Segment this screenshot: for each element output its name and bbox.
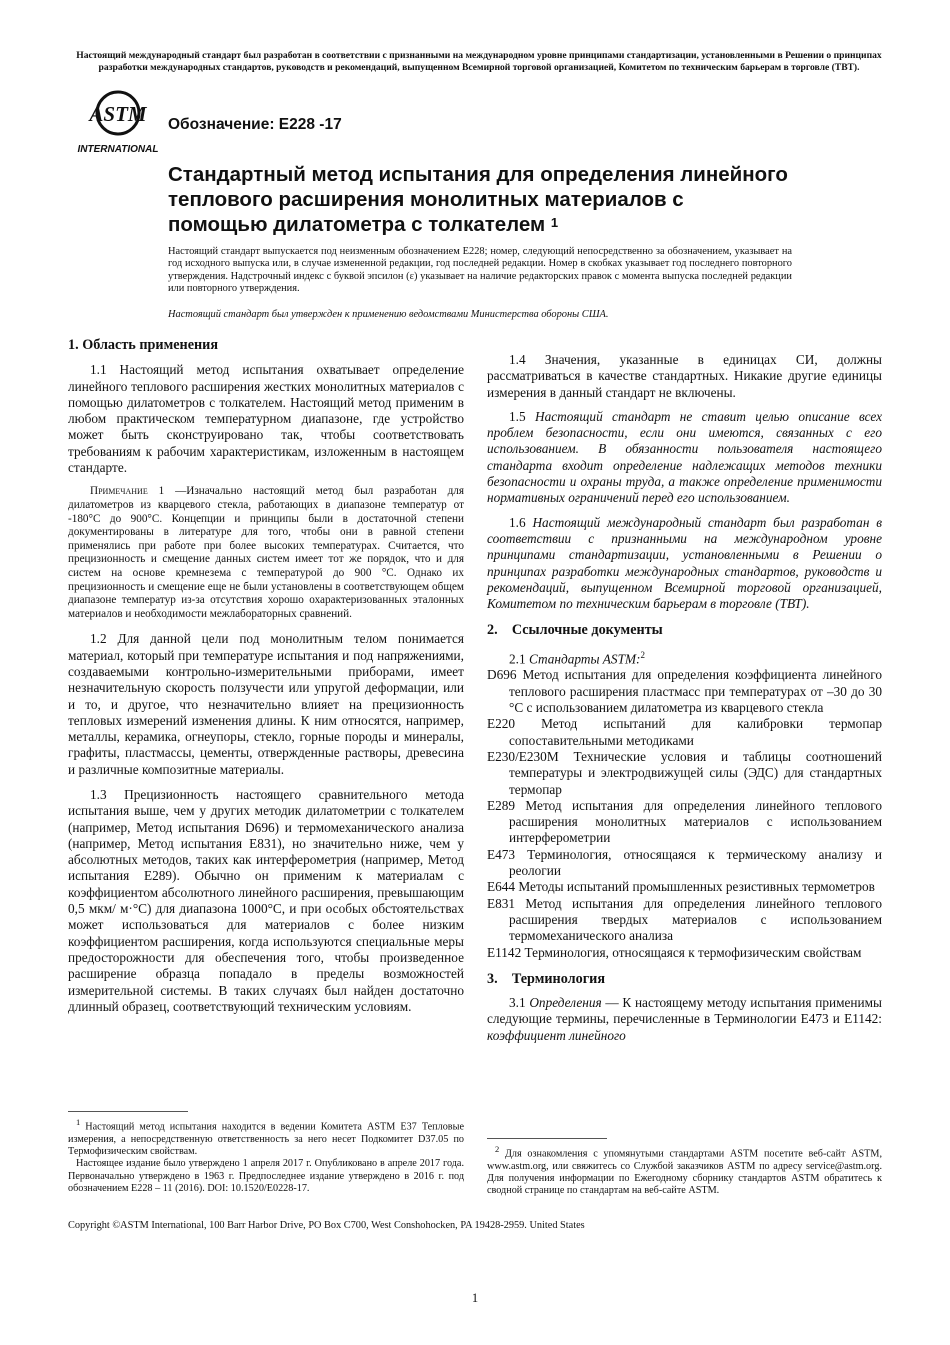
footnote-1-edition: Настоящее издание было утверждено 1 апреля 2017 г. Опубликовано в апреле 2017 года. Первоначально утверждено в 1963 г. Предпоследнее издание утверждено в 2016 г. под обозначением E228 – 11 (2016). DOI: 10.1520/E0228-17. (68, 1158, 464, 1194)
paragraph-1-3: 1.3 Прецизионность настоящего сравнительного метода испытания выше, чем у других методик дилатометрии с толкателем (например, Метод испытания D696) и термомеханического анализа (например, Метод испытания E831), но значительно ниже, чем у абсолютных методов, таких как интерферометрия (например, Метод испытания E289). Обычно он применим к материалам с коэффициентом абсолютного линейного расширения, превышающим 0,5 мкм/ м·°C) для диапазона 1000°C, и при особых обстоятельствах может использоваться для материалов с более низким коэффициентом расширения, когда используются специальные меры предосторожности для обеспечения того, чтобы произведенное расширение образца попадало в пределы возможностей измерительной системы. В таких случаях был найден достаточно длинный образец, соответствующий техническим условиям. (68, 786, 464, 1014)
left-footnotes (68, 1111, 464, 1195)
left-column (68, 337, 464, 1015)
footnote-rule (68, 1111, 188, 1112)
right-column (487, 352, 882, 1044)
note-1-label: Примечание 1 (90, 485, 165, 498)
paragraph-1-5 (487, 409, 882, 507)
reference-item: E220 Метод испытаний для калибровки термопар сопоставительными методиками (487, 716, 882, 748)
reference-item: D696 Метод испытания для определения коэффициента линейного теплового расширения пластмасс при температурах от –30 до 30 °C с использованием дилатометра из кварцевого стекла (487, 667, 882, 716)
paragraph-2-1-text: Стандарты ASTM: (528, 651, 641, 667)
reference-list (487, 667, 882, 960)
footnote-rule (487, 1138, 607, 1139)
reference-item: E644 Методы испытаний промышленных резистивных термометров (487, 879, 875, 895)
section-1-heading: 1. Область применения (68, 337, 219, 353)
paragraph-3-1 (487, 995, 882, 1044)
note-1-text: —Изначально настоящий метод был разработан для дилатометров из кварцевого стекла, работающих в диапазоне температур от -180°C до 900°C. Концепции и принципы были в достаточной степени документированы в литературе для того, чтобы они в равной степени применялись при работе при более высоких температурах. Считается, что прецизионность и смещение данных систем имеет тот же порядок, что и для систем на основе кремнезема с температурой до 900 °C. Однако их прецизионность и смещение еще не были установлены в соответствующем общем диапазоне температур из-за отсутствия хорошо охарактеризованных эталонных материалов и необходимости межлабораторных сравнений. (68, 485, 464, 620)
paragraph-3-1-term: Определения (529, 995, 602, 1011)
reference-item: E1142 Терминология, относящаяся к термофизическим свойствам (487, 944, 862, 960)
reference-item: E289 Метод испытания для определения линейного теплового расширения монолитных материалов с использованием интерферометрии (487, 797, 882, 846)
paragraph-1-6 (487, 515, 882, 613)
paragraph-1-4: 1.4 Значения, указанные в единицах СИ, должны рассматриваться в качестве стандартных. Никакие другие единицы измерения в данный стандарт не включены. (487, 352, 882, 400)
reference-item: E473 Терминология, относящаяся к термическому анализу и реологии (487, 846, 882, 879)
designation: Обозначение: E228 -17 (168, 116, 342, 133)
paragraph-1-6-number: 1.6 (509, 514, 533, 530)
paragraph-1-6-text: Настоящий международный стандарт был разработан в соответствии с признанными на международном уровне принципами стандартизации, установленными в Решении о принципах разработки международных стандартов, руководств и рекомендаций, выпущенном Всемирной торговой организацией, Комитетом по техническим барьерам в торговле (ТВТ). (487, 514, 882, 612)
section-2-heading: 2. Ссылочные документы (487, 622, 663, 639)
paragraph-1-5-number: 1.5 (509, 408, 535, 424)
footnote-2-marker: 2 (495, 1144, 500, 1154)
footnote-2 (487, 1143, 882, 1198)
paragraph-1-2: 1.2 Для данной цели под монолитным телом понимается материал, который при температуре испытания и под напряжениями, создаваемыми контрольно-измерительными приборами, имеет незначительную скорость ползучести или упругой деформации, или и то, и другое, что незначительно влияет на прецизионность тепловых измерений изменения длины. К ним относятся, например, металлы, керамика, огнеупоры, стекло, горные породы и минералы, графиты, пластмассы, цементы, отвержденные растворы, древесина и различные композитные материалы. (68, 631, 464, 777)
logo-text: ASTM (89, 102, 147, 126)
note-1 (68, 485, 464, 621)
footnote-1 (68, 1116, 464, 1158)
reference-item: E230/E230M Технические условия и таблицы соотношений температуры и электродвижущей силы (ЭДС) для стандартных термопар (487, 748, 882, 797)
footnote-1-marker: 1 (76, 1117, 81, 1127)
reference-item: E831 Метод испытания для определения линейного теплового расширения твердых материалов с использованием термомеханического анализа (487, 895, 882, 944)
paragraph-1-5-text: Настоящий стандарт не ставит целью описание всех проблем безопасности, если они имеются, связанных с его использованием. В обязанности пользователя настоящего стандарта входит определение надлежащих методов техники безопасности и охраны труда, а также определение применимости нормативных ограничений перед его использованием. (487, 408, 882, 506)
copyright: Copyright ©ASTM International, 100 Barr Harbor Drive, PO Box C700, West Conshohocken, PA 19428-2959. United States (68, 1220, 585, 1231)
paragraph-3-1-text: — К настоящему методу испытания применимы следующие термины, перечисленные в Терминологии E473 и E1142: (487, 995, 882, 1027)
astm-logo (76, 86, 160, 154)
intro-paragraph: Настоящий стандарт выпускается под неизменным обозначением E228; номер, следующий непосредственно за обозначением, указывает на год исходного выпуска или, в случае измененной редакции, год последней редакции. Номер в скобках указывает год последнего повторного утверждения. Надстрочный индекс с буквой эпсилон (ε) указывает на наличие редакторских правок с момента выпуска последней редакции или повторного утверждения. (168, 246, 792, 295)
paragraph-2-1-footnote-marker: 2 (640, 649, 645, 660)
title-footnote-marker: 1 (550, 215, 559, 230)
right-footnotes (487, 1138, 882, 1198)
page-number: 1 (471, 1291, 479, 1305)
paragraph-2-1 (487, 647, 882, 668)
footnote-2-text: Для ознакомления с упомянутыми стандартами ASTM посетите веб-сайт ASTM, www.astm.org, или свяжитесь со Службой заказчиков ASTM по адресу service@astm.org. Для получения информации по Ежегодному сборнику стандартов ASTM обратитесь к сводной странице по стандартам на веб-сайте ASTM. (487, 1148, 882, 1197)
paragraph-2-1-number: 2.1 (509, 651, 529, 667)
footnote-1-text: Настоящий метод испытания находится в ведении Комитета ASTM E37 Тепловые измерения, а непосредственную ответственность за него несет Подкомитет D37.05 по Термофизическим свойствам. (68, 1121, 464, 1157)
page-title (168, 162, 788, 237)
top-note: Настоящий международный стандарт был разработан в соответствии с признанными на международном уровне принципами стандартизации, установленными в Решении о принципах разработки международных стандартов, руководств и рекомендаций, выпущенном Всемирной торговой организацией, Комитетом по техническим барьерам в торговле (ТВТ). (76, 50, 882, 73)
paragraph-1-1: 1.1 Настоящий метод испытания охватывает определение линейного теплового расширения жестких монолитных материалов с помощью дилатометров с толкателем. Настоящий метод применим в любом практическом температурном диапазоне, где устройство может быть сконструировано так, чтобы соответствовать требованиям к рабочим характеристикам, изложенным в настоящем стандарте. (68, 362, 464, 476)
paragraph-3-1-number: 3.1 (509, 995, 530, 1011)
approval-note: Настоящий стандарт был утвержден к применению ведомствами Министерства обороны США. (168, 309, 609, 320)
astm-logo-icon (76, 86, 160, 154)
logo-label: INTERNATIONAL (77, 144, 159, 154)
title-text: Стандартный метод испытания для определения линейного теплового расширения монолитных материалов с помощью дилатометра с толкателем (168, 163, 788, 236)
paragraph-3-1-term-2: коэффициент линейного (487, 1027, 626, 1043)
section-3-heading: 3. Терминология (487, 970, 605, 987)
